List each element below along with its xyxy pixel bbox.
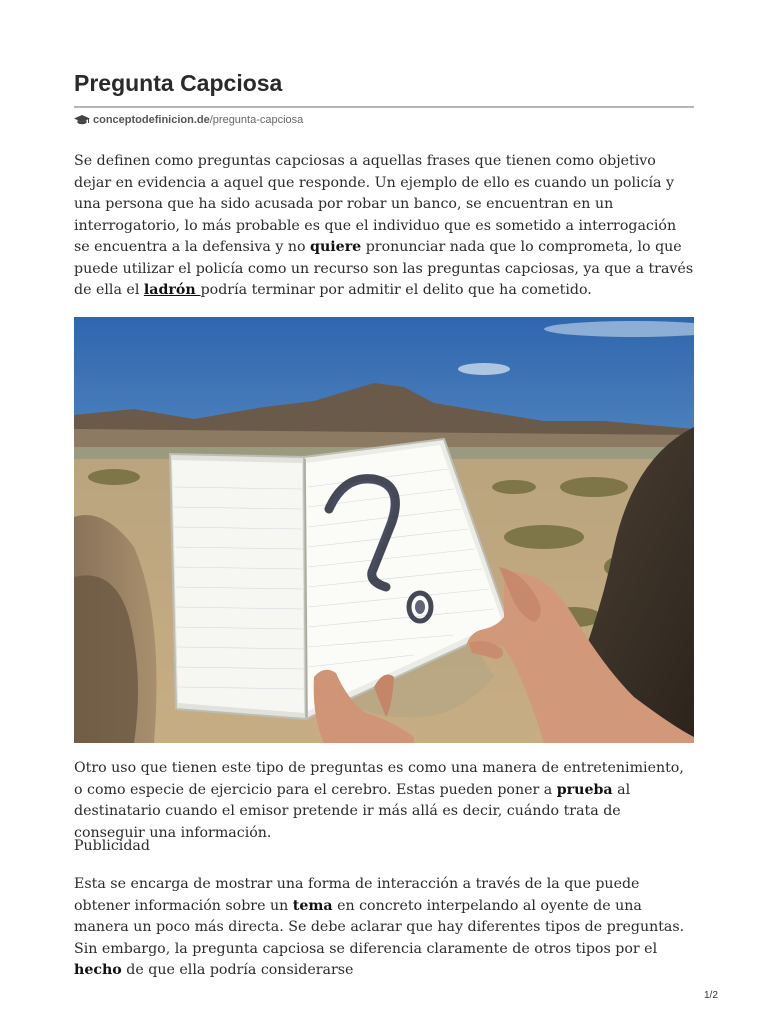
article-photo — [74, 317, 694, 743]
bold-quiere: quiere — [310, 239, 362, 255]
paragraph-2-text-a: Otro uso que tienen este tipo de preguntas es como una manera de entretenimiento, o como especie de ejercicio para el cerebro. Estas pueden poner a — [74, 760, 684, 798]
paragraph-3-text-a: Esta se encarga de mostrar una forma de interacción a través de la que puede obtener información sobre un — [74, 876, 640, 914]
source-path: /pregunta-capciosa — [209, 114, 304, 126]
bold-prueba: prueba — [556, 781, 613, 798]
paragraph-1-text-b: pronunciar nada que lo comprometa, lo que puede utilizar el policía como un recurso son las preguntas capciosas, ya que a través de ella el — [74, 239, 694, 298]
paragraph-2-text-b: al destinatario cuando el emisor pretende ir más allá es decir, cuándo trata de conseguir una información. — [74, 781, 631, 841]
paragraph-3 — [74, 874, 694, 982]
graduation-cap-icon — [74, 114, 90, 126]
source-domain: conceptodefinicion.de — [93, 114, 210, 126]
paragraph-3-text-c: de que ella podría considerarse — [121, 962, 354, 978]
paragraph-1 — [74, 151, 694, 302]
link-ladron[interactable]: ladrón — [143, 282, 201, 298]
page-number: 1/2 — [704, 990, 718, 1001]
paragraph-2 — [74, 758, 694, 844]
subheading-publicidad: Publicidad — [74, 838, 150, 854]
bold-hecho: hecho — [74, 962, 122, 978]
title-divider — [74, 106, 694, 108]
paragraph-3-text-b: en concreto interpelando al oyente de una manera un poco más directa. Se debe aclarar que hay diferentes tipos de preguntas. Sin embargo, la pregunta capciosa se diferencia claramente de otros tipos por el — [74, 897, 685, 957]
source-url[interactable] — [74, 113, 303, 127]
page-title: Pregunta Capciosa — [74, 70, 283, 96]
bold-tema: tema — [292, 897, 333, 914]
paragraph-1-text-a: Se definen como preguntas capciosas a aquellas frases que tienen como objetivo dejar en evidencia a aquel que responde. Un ejemplo de ello es cuando un policía y una persona que ha sido acusada por robar un banco, se encuentran en un interrogatorio, lo más probable es que el individuo que es sometido a interrogación se encuentra a la defensiva y no — [74, 153, 677, 255]
paragraph-1-text-c: podría terminar por admitir el delito que ha cometido. — [200, 282, 592, 298]
